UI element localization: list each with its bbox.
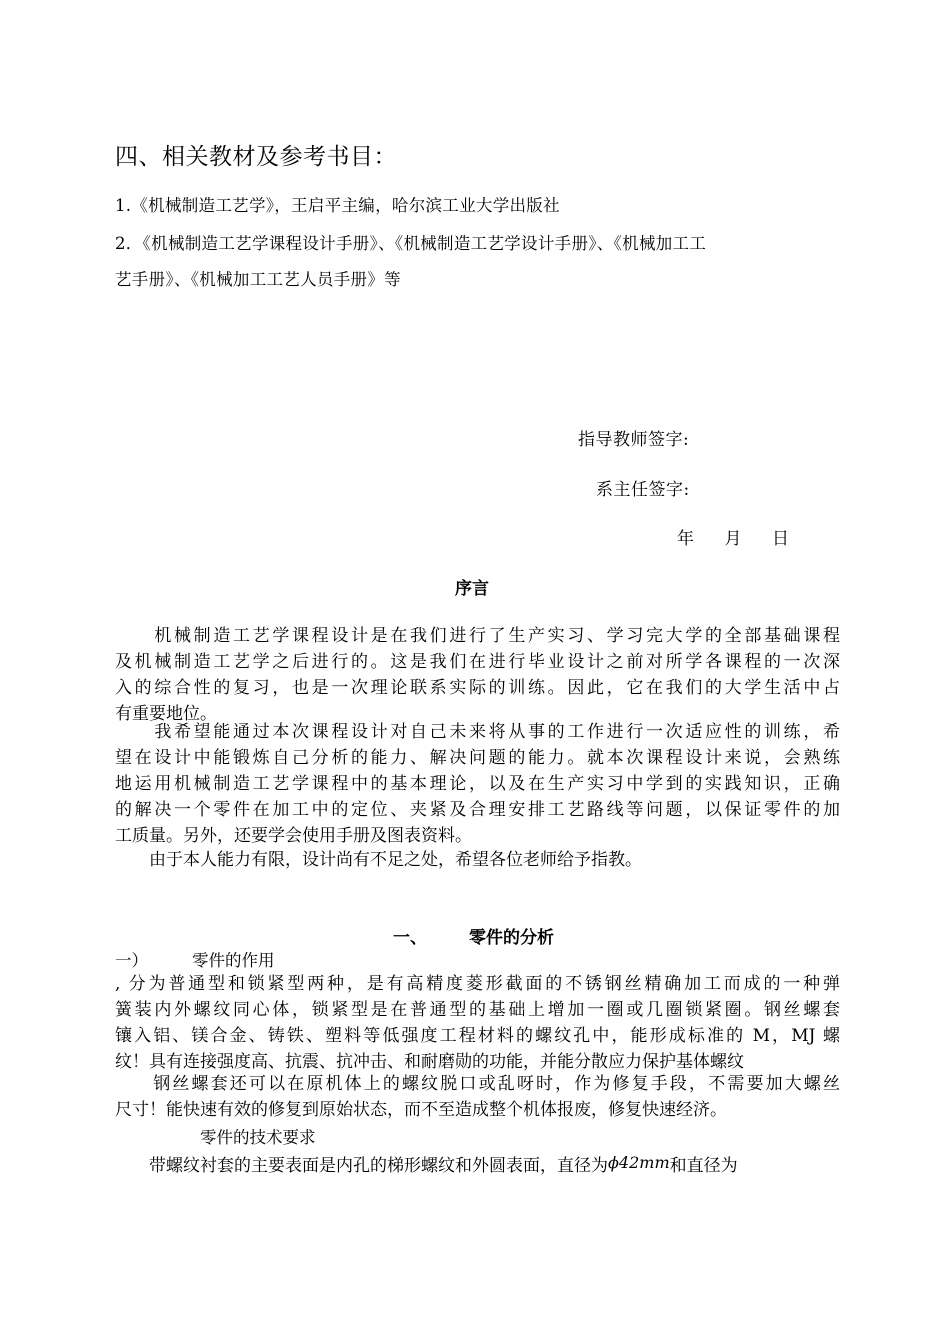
preface-paragraph-2 <box>115 719 840 849</box>
text-line: , 分为普通型和锁紧型两种，是有高精度菱形截面的不锈钢丝精确加工而成的一种弹 <box>115 974 840 994</box>
head-signature-label: 系主任签字: <box>596 480 690 500</box>
part-function-paragraph-1 <box>115 971 840 1075</box>
text-segment: 和直径为 <box>669 1156 738 1176</box>
text-line: 由于本人能力有限，设计尚有不足之处，希望各位老师给予指教。 <box>115 850 642 870</box>
section4-title: 四、相关教材及参考书目： <box>115 144 397 170</box>
technical-requirements-paragraph <box>115 1150 840 1179</box>
month-label: 月 <box>724 529 742 549</box>
preface-paragraph-1 <box>115 623 840 727</box>
text-line: 有重要地位。 <box>115 704 217 724</box>
text-line: 地运用机械制造工艺学课程中的基本理论，以及在生产实习中学到的实践知识，正确 <box>115 774 840 794</box>
text-line: 镶入铝、镁合金、铸铁、塑料等低强度工程材料的螺纹孔中，能形成标准的 M，MJ 螺 <box>115 1026 840 1046</box>
subsection1-title: 零件的作用 <box>192 951 275 970</box>
text-line: 纹！具有连接强度高、抗震、抗冲击、和耐磨勋的功能，并能分散应力保护基体螺纹 <box>115 1052 744 1072</box>
section1-heading <box>393 923 554 948</box>
text-line: 尺寸！能快速有效的修复到原始状态，而不至造成整个机体报废，修复快速经济。 <box>115 1100 727 1120</box>
diameter-formula: ϕ42mm <box>608 1153 670 1172</box>
subsection1-heading <box>115 947 275 971</box>
text-line <box>115 1150 840 1179</box>
preface-paragraph-3 <box>115 847 840 873</box>
subsection1-number: 一） <box>115 951 148 970</box>
text-line: 工质量。另外，还要学会使用手册及图表资料。 <box>115 826 472 846</box>
text-line: 簧装内外螺纹同心体，锁紧型是在普通型的基础上增加一圈或几圈锁紧圈。钢丝螺套 <box>115 1000 840 1020</box>
year-label: 年 <box>677 529 695 549</box>
reference-2-line1: 2．《机械制造工艺学课程设计手册》、《机械制造工艺学设计手册》、《机械加工工 <box>115 234 707 253</box>
reference-1: 1.《机械制造工艺学》，王启平主编，哈尔滨工业大学出版社 <box>115 196 560 215</box>
section1-number: 一、 <box>393 928 427 948</box>
text-line: 及机械制造工艺学之后进行的。这是我们在进行毕业设计之前对所学各课程的一次深 <box>115 652 840 672</box>
advisor-signature-label: 指导教师签字: <box>578 430 690 450</box>
text-line: 望在设计中能锻炼自己分析的能力、解决问题的能力。就本次课程设计来说，会熟练 <box>115 748 840 768</box>
part-function-paragraph-2 <box>115 1071 840 1123</box>
section1-title: 零件的分析 <box>469 928 554 948</box>
reference-2-line2: 艺手册》、《机械加工工艺人员手册》等 <box>115 270 401 289</box>
text-line: 我希望能通过本次课程设计对自己未来将从事的工作进行一次适应性的训练，希 <box>115 722 840 742</box>
date-line <box>677 524 790 549</box>
text-line: 钢丝螺套还可以在原机体上的螺纹脱口或乱呀时，作为修复手段，不需要加大螺丝 <box>115 1074 840 1094</box>
day-label: 日 <box>772 529 790 549</box>
text-segment: 带螺纹衬套的主要表面是内孔的梯形螺纹和外圆表面，直径为 <box>115 1156 608 1176</box>
text-line: 机械制造工艺学课程设计是在我们进行了生产实习、学习完大学的全部基础课程 <box>115 626 840 646</box>
subsection2-heading: 零件的技术要求 <box>200 1128 316 1147</box>
preface-title: 序言 <box>455 579 489 599</box>
text-line: 的解决一个零件在加工中的定位、夹紧及合理安排工艺路线等问题，以保证零件的加 <box>115 800 840 820</box>
text-line: 入的综合性的复习，也是一次理论联系实际的训练。因此，它在我们的大学生活中占 <box>115 678 840 698</box>
